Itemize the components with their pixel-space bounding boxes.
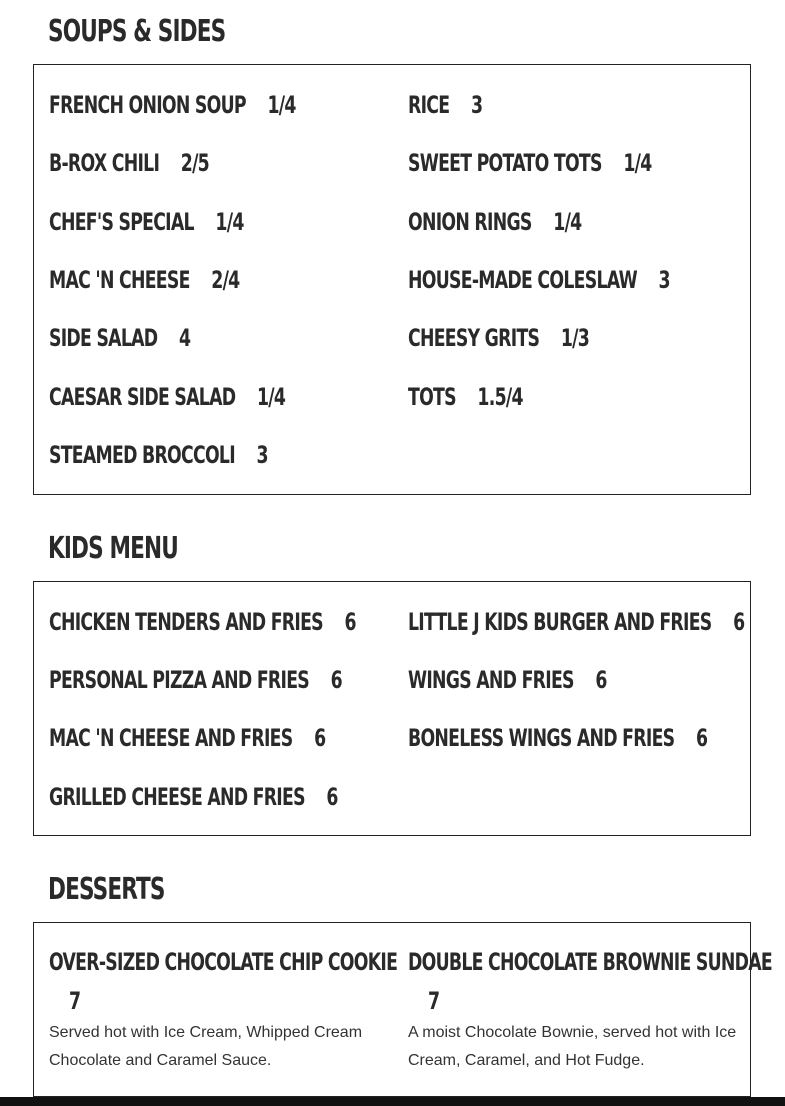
item-price: 6 bbox=[733, 608, 745, 636]
menu-item-onion-rings bbox=[408, 207, 581, 237]
item-name: SIDE SALAD bbox=[49, 324, 158, 352]
menu-item-chefs-special bbox=[49, 207, 244, 237]
dessert-price-cookie: 7 bbox=[69, 987, 81, 1015]
menu-item-mac-n-cheese-and-fries bbox=[49, 723, 325, 753]
item-price: 3 bbox=[256, 441, 268, 469]
menu-item-wings-and-fries bbox=[408, 665, 607, 695]
item-price: 1/4 bbox=[623, 149, 652, 177]
menu-item-mac-n-cheese bbox=[49, 265, 239, 295]
item-price: 6 bbox=[314, 724, 326, 752]
item-price: 6 bbox=[344, 608, 356, 636]
menu-item-steamed-broccoli bbox=[49, 440, 268, 470]
item-name: SWEET POTATO TOTS bbox=[408, 149, 602, 177]
bottom-bar bbox=[0, 1097, 785, 1106]
item-price: 3 bbox=[658, 266, 670, 294]
menu-item-side-salad bbox=[49, 323, 190, 353]
item-name: PERSONAL PIZZA AND FRIES bbox=[49, 666, 310, 694]
menu-item-b-rox-chili bbox=[49, 148, 209, 178]
item-name: WINGS AND FRIES bbox=[408, 666, 574, 694]
item-price: 1.5/4 bbox=[477, 383, 523, 411]
item-name: HOUSE-MADE COLESLAW bbox=[408, 266, 637, 294]
dessert-name-brownie-sundae: DOUBLE CHOCOLATE BROWNIE SUNDAE bbox=[408, 948, 773, 976]
item-price: 6 bbox=[595, 666, 607, 694]
menu-item-sweet-potato-tots bbox=[408, 148, 652, 178]
item-price: 1/4 bbox=[215, 208, 244, 236]
item-price: 1/4 bbox=[553, 208, 582, 236]
item-price: 1/3 bbox=[560, 324, 590, 352]
dessert-item-name bbox=[408, 943, 773, 1021]
item-price: 6 bbox=[695, 724, 708, 752]
item-price: 1/4 bbox=[267, 91, 296, 119]
item-name: TOTS bbox=[408, 383, 456, 411]
dessert-price-brownie-sundae: 7 bbox=[428, 987, 440, 1015]
dessert-item-name bbox=[49, 943, 398, 1021]
item-price: 2/5 bbox=[180, 149, 209, 177]
item-name: BONELESS WINGS AND FRIES bbox=[408, 724, 675, 752]
item-name: B-ROX CHILI bbox=[49, 149, 160, 177]
item-name: GRILLED CHEESE AND FRIES bbox=[49, 783, 305, 811]
item-name: STEAMED BROCCOLI bbox=[49, 441, 235, 469]
item-name: ONION RINGS bbox=[408, 208, 532, 236]
item-price: 6 bbox=[326, 783, 338, 811]
menu-item-caesar-side-salad bbox=[49, 382, 285, 412]
menu-item-boneless-wings-and-fries bbox=[408, 723, 707, 753]
soups-sides-box bbox=[33, 64, 751, 495]
item-name: CHEESY GRITS bbox=[408, 324, 540, 352]
item-name: RICE bbox=[408, 91, 450, 119]
desserts-box bbox=[33, 922, 773, 1097]
section-title-kids-menu: KIDS MENU bbox=[48, 531, 178, 566]
item-price: 6 bbox=[330, 666, 342, 694]
item-name: LITTLE J KIDS BURGER AND FRIES bbox=[408, 608, 712, 636]
item-price: 3 bbox=[470, 91, 483, 119]
item-name: MAC 'N CHEESE bbox=[49, 266, 190, 294]
menu-item-little-j-kids-burger-and-fries bbox=[408, 607, 744, 637]
menu-item-rice bbox=[408, 90, 482, 120]
menu-item-cheesy-grits bbox=[408, 323, 589, 353]
item-price: 2/4 bbox=[211, 266, 240, 294]
section-title-soups-sides: SOUPS & SIDES bbox=[48, 14, 226, 49]
kids-menu-box bbox=[33, 581, 751, 836]
item-name: FRENCH ONION SOUP bbox=[49, 91, 246, 119]
menu-item-grilled-cheese-and-fries bbox=[49, 782, 338, 812]
dessert-description-brownie-sundae: A moist Chocolate Bownie, served hot with Ice Cream, Caramel, and Hot Fudge. bbox=[408, 1024, 737, 1069]
item-name: MAC 'N CHEESE AND FRIES bbox=[49, 724, 293, 752]
section-title-desserts: DESSERTS bbox=[48, 872, 165, 907]
item-price: 1/4 bbox=[256, 383, 286, 411]
menu-item-french-onion-soup bbox=[49, 90, 296, 120]
item-name: CAESAR SIDE SALAD bbox=[49, 383, 236, 411]
item-name: CHEF'S SPECIAL bbox=[49, 208, 194, 236]
menu-item-chicken-tenders-and-fries bbox=[49, 607, 356, 637]
menu-item-house-made-coleslaw bbox=[408, 265, 670, 295]
dessert-name-cookie: OVER-SIZED CHOCOLATE CHIP COOKIE bbox=[49, 948, 398, 976]
dessert-description-cookie: Served hot with Ice Cream, Whipped Cream Chocolate and Caramel Sauce. bbox=[49, 1024, 363, 1069]
item-name: CHICKEN TENDERS AND FRIES bbox=[49, 608, 323, 636]
item-price: 4 bbox=[178, 324, 191, 352]
menu-item-personal-pizza-and-fries bbox=[49, 665, 342, 695]
menu-item-tots bbox=[408, 382, 523, 412]
